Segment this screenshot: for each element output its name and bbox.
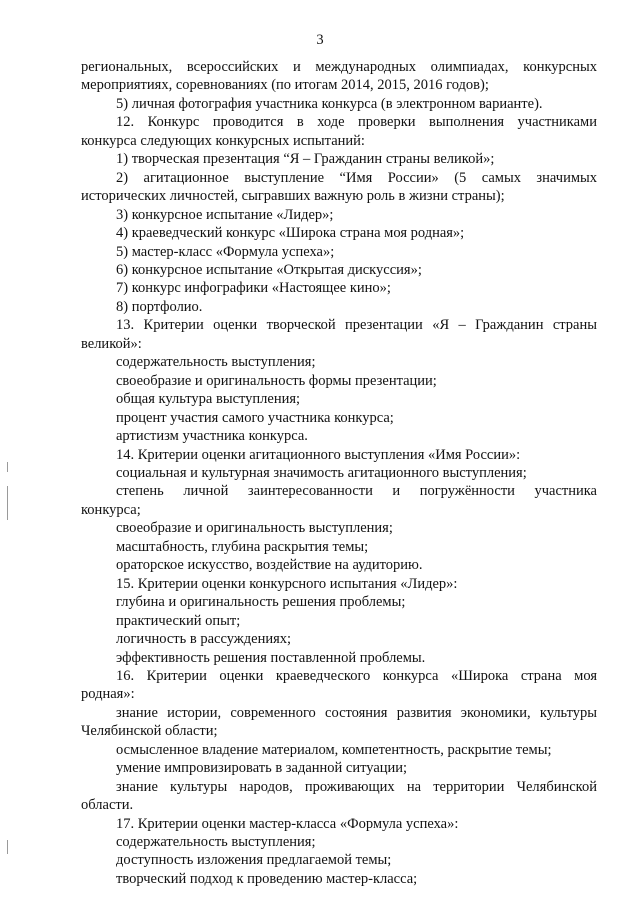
scan-margin-mark	[7, 840, 8, 854]
text-line: 14. Критерии оценки агитационного выступления «Имя России»:	[116, 446, 521, 463]
text-line: мероприятиях, соревнованиях (по итогам 2014, 2015, 2016 годов);	[81, 77, 489, 94]
scan-margin-mark	[7, 486, 8, 520]
text-line: 1) творческая презентация “Я – Гражданин страны великой»;	[116, 151, 495, 168]
text-line: 4) краеведческий конкурс «Широка страна моя родная»;	[116, 225, 465, 242]
text-line: 6) конкурсное испытание «Открытая дискуссия»;	[116, 261, 422, 278]
text-line: конкурса;	[81, 501, 141, 518]
text-line: эффективность решения поставленной проблемы.	[116, 649, 426, 666]
text-line: 12. Конкурс проводится в ходе проверки выполнения участниками	[116, 114, 597, 131]
text-line: 5) мастер-класс «Формула успеха»;	[116, 243, 335, 260]
text-line: исторических личностей, сыгравших важную роль в жизни страны);	[81, 188, 505, 205]
text-line: родная»:	[81, 686, 135, 703]
text-line: ораторское искусство, воздействие на аудиторию.	[116, 557, 423, 574]
text-line: осмысленное владение материалом, компетентность, раскрытие темы;	[116, 741, 552, 758]
text-line: 7) конкурс инфографики «Настоящее кино»;	[116, 280, 391, 297]
page-number: 3	[316, 32, 324, 48]
text-line: степень личной заинтересованности и погружённости участника	[116, 483, 597, 500]
text-line: области.	[81, 797, 134, 814]
text-line: великой»:	[81, 335, 142, 352]
text-line: своеобразие и оригинальность выступления;	[116, 520, 393, 537]
text-line: содержательность выступления;	[116, 834, 316, 851]
text-line: знание истории, современного состояния развития экономики, культуры	[116, 704, 597, 721]
text-line: процент участия самого участника конкурса;	[116, 409, 394, 426]
document-body	[81, 58, 597, 888]
text-line: знание культуры народов, проживающих на территории Челябинской	[116, 778, 597, 795]
text-line: 2) агитационное выступление “Имя России» (5 самых значимых	[116, 169, 597, 186]
text-line: глубина и оригинальность решения проблемы;	[116, 594, 406, 611]
text-line: 5) личная фотография участника конкурса (в электронном варианте).	[116, 95, 543, 112]
text-line: практический опыт;	[116, 612, 241, 629]
text-line: 3) конкурсное испытание «Лидер»;	[116, 206, 334, 223]
text-line: артистизм участника конкурса.	[116, 428, 308, 445]
text-line: логичность в рассуждениях;	[116, 631, 292, 648]
text-line: Челябинской области;	[81, 723, 218, 740]
text-line: социальная и культурная значимость агитационного выступления;	[116, 464, 527, 481]
text-line: региональных, всероссийских и международных олимпиадах, конкурсных	[81, 59, 597, 75]
text-line: 15. Критерии оценки конкурсного испытания «Лидер»:	[116, 575, 458, 592]
text-line: умение импровизировать в заданной ситуации;	[116, 760, 408, 777]
text-line: доступность изложения предлагаемой темы;	[116, 852, 392, 869]
text-line: 13. Критерии оценки творческой презентации «Я – Гражданин страны	[116, 317, 597, 334]
scan-margin-mark	[7, 462, 8, 472]
text-line: творческий подход к проведению мастер-класса;	[116, 870, 418, 887]
text-line: 8) портфолио.	[116, 298, 203, 315]
text-line: 17. Критерии оценки мастер-класса «Формула успеха»:	[116, 815, 459, 832]
text-line: масштабность, глубина раскрытия темы;	[116, 538, 369, 555]
text-line: 16. Критерии оценки краеведческого конкурса «Широка страна моя	[116, 667, 597, 684]
text-line: своеобразие и оригинальность формы презентации;	[116, 372, 437, 389]
text-line: общая культура выступления;	[116, 391, 301, 408]
text-line: содержательность выступления;	[116, 354, 316, 371]
text-line: конкурса следующих конкурсных испытаний:	[81, 132, 365, 149]
